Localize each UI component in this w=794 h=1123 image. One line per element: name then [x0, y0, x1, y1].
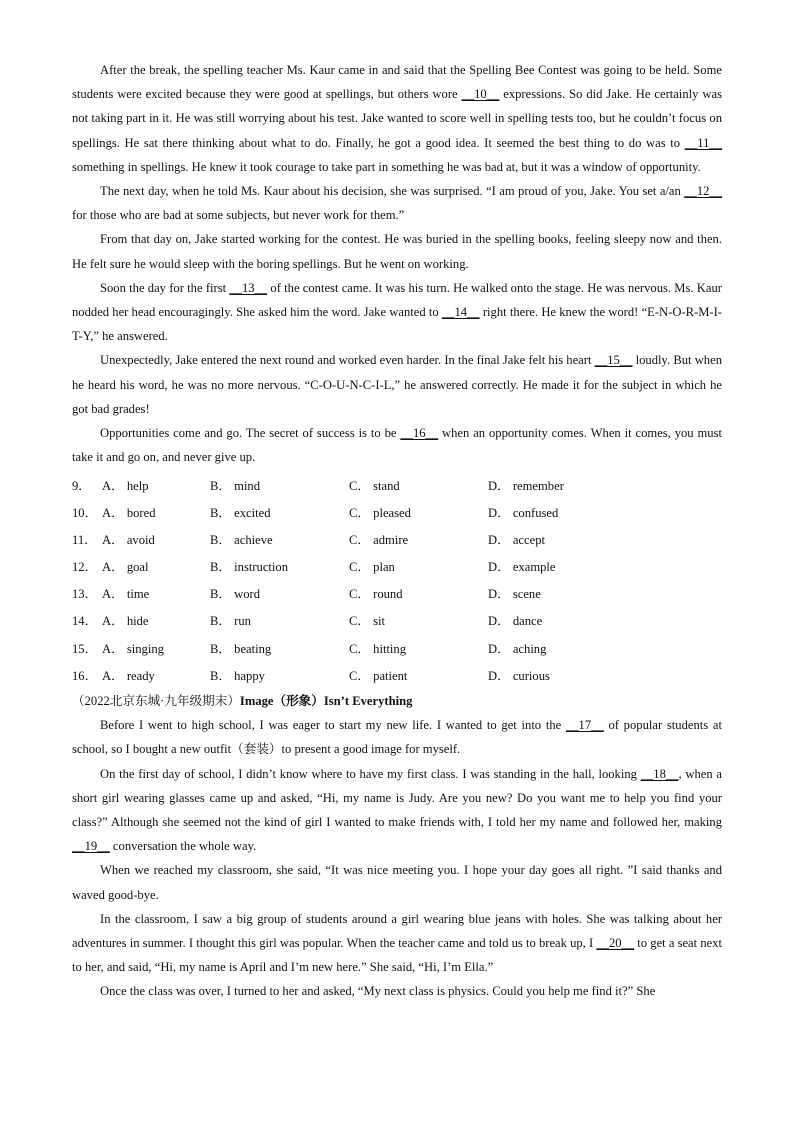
answer-blank: __18__ [640, 766, 679, 781]
paragraph-text: to get a seat next to her, and said, “Hi, my name is April and I’m new here.” She said, “Hi, I’m Ella.” [72, 935, 722, 975]
option-a: A． goal [102, 560, 149, 575]
answer-blank: __15__ [594, 353, 633, 368]
paragraph-text: of the contest came. It was his turn. He walked onto the stage. He was nervous. Ms. Kaur nodded her head encouragingly. She asked him the word. Jake wanted to [72, 280, 722, 320]
question-number: 16． [72, 668, 98, 683]
paragraph-text: Before I went to high school, I was eager to start my new life. I wanted to get into the [100, 718, 566, 733]
option-a: A． help [102, 478, 149, 493]
answer-blank: __16__ [400, 426, 439, 441]
paragraph-text: when an opportunity comes. When it comes, you must take it and go on, and never give up. [72, 426, 722, 465]
paragraph [72, 858, 722, 906]
paragraph-text: right there. He knew the word! “E-N-O-R-M-I-T-Y,” he answered. [72, 305, 722, 344]
source-label: （2022北京东城·九年级期末） [72, 693, 240, 708]
paragraph [72, 179, 722, 227]
option-b: B． happy [210, 668, 265, 683]
question-options-row [72, 525, 722, 552]
question-number: 11． [72, 532, 97, 547]
passage-two [72, 689, 722, 1004]
paragraph [72, 276, 722, 349]
question-number: 15． [72, 641, 98, 656]
option-d: D． accept [488, 532, 545, 547]
question-number: 13． [72, 587, 98, 602]
answer-blank: __20__ [596, 935, 635, 950]
paragraph-text: Opportunities come and go. The secret of success is to be [100, 426, 401, 441]
option-c: C． hitting [349, 641, 407, 656]
document-page [72, 58, 722, 1004]
option-a: A． ready [102, 668, 155, 683]
question-options-row [72, 634, 722, 661]
paragraph-text: for those who are bad at some subjects, but never work for them.” [72, 208, 405, 223]
passage-title: Image（形象）Isn’t Everything [239, 693, 413, 708]
paragraph-text: of popular students at school, so I bought a new outfit（套装）to present a good image for myself. [72, 718, 722, 757]
question-options-row [72, 552, 722, 579]
paragraph [72, 762, 722, 859]
question-options-row [72, 470, 722, 497]
option-a: A． singing [102, 641, 164, 656]
option-c: C． admire [349, 532, 409, 547]
option-c: C． round [349, 587, 403, 602]
paragraph-text: Once the class was over, I turned to her and asked, “My next class is physics. Could you help me find it?” She [100, 984, 656, 999]
option-d: D． confused [488, 505, 559, 520]
answer-blank: __14__ [441, 305, 480, 320]
option-d: D． remember [488, 478, 564, 493]
paragraph [72, 348, 722, 421]
paragraph-text: expressions. So did Jake. He certainly was not taking part in it. He was still worrying about his test. Jake wanted to score well in spelling tests too, but he couldn’t focus on spellings. He sat there thinking about what to do. Finally, he got a good idea. It seemed the best thing to do was to [72, 87, 722, 150]
paragraph-text: On the first day of school, I didn’t know where to have my first class. I was standing in the hall, looking [100, 766, 641, 781]
option-d: D． dance [488, 614, 543, 629]
option-c: C． sit [349, 614, 386, 629]
answer-blank: __11__ [684, 135, 722, 150]
question-options-row [72, 606, 722, 633]
paragraph-text: After the break, the spelling teacher Ms. Kaur came in and said that the Spelling Bee Contest was going to be held. Some students were excited because they were good at spellings, but others wore [72, 63, 722, 102]
option-b: B． beating [210, 641, 272, 656]
option-d: D． scene [488, 587, 541, 602]
paragraph-text: loudly. But when he heard his word, he was no more nervous. “C-O-U-N-C-I-L,” he answered correctly. He made it for the subject in which he got bad grades! [72, 353, 722, 416]
question-options-row [72, 498, 722, 525]
paragraph-text: , when a short girl wearing glasses came up and asked, “Hi, my name is Judy. Are you new? Do you want me to help you find your class?” Although she seemed not the kind of girl I wanted to make friends with, I told her my name and followed her, making [72, 766, 722, 829]
answer-blank: __10__ [461, 87, 500, 102]
option-c: C． plan [349, 560, 395, 575]
option-b: B． excited [210, 505, 271, 520]
question-options-row [72, 579, 722, 606]
option-b: B． run [210, 614, 251, 629]
option-a: A． bored [102, 505, 156, 520]
option-a: A． avoid [102, 532, 155, 547]
option-a: A． hide [102, 614, 149, 629]
paragraph [72, 713, 722, 761]
answer-blank: __19__ [72, 839, 110, 854]
option-c: C． stand [349, 478, 400, 493]
options-list [72, 470, 722, 688]
question-number: 10． [72, 505, 98, 520]
option-c: C． patient [349, 668, 408, 683]
paragraph-text: something in spellings. He knew it took courage to take part in something he was bad at, but it was a window of opportunity. [72, 159, 701, 174]
option-d: D． example [488, 560, 556, 575]
paragraph [72, 227, 722, 275]
paragraph-text: The next day, when he told Ms. Kaur about his decision, she was surprised. “I am proud of you, Jake. You set a/an [100, 184, 685, 199]
option-b: B． instruction [210, 560, 289, 575]
paragraph-text: In the classroom, I saw a big group of students around a girl wearing blue jeans with holes. She was talking about her adventures in summer. I thought this girl was popular. When the teacher came and told us to break up, I [72, 911, 722, 950]
option-b: B． achieve [210, 532, 273, 547]
option-c: C． pleased [349, 505, 411, 520]
answer-blank: __17__ [565, 718, 604, 733]
paragraph [72, 979, 722, 1003]
option-b: B． word [210, 587, 261, 602]
question-number: 12． [72, 560, 98, 575]
paragraph-text: Soon the day for the first [100, 280, 230, 295]
paragraph [72, 421, 722, 469]
option-d: D． curious [488, 668, 550, 683]
paragraph [72, 907, 722, 980]
passage-two-body [72, 713, 722, 1003]
paragraph-text: When we reached my classroom, she said, “It was nice meeting you. I hope your day goes all right. ”I said thanks and waved good-bye. [72, 863, 722, 902]
option-d: D． aching [488, 641, 547, 656]
paragraph-text: conversation the whole way. [109, 839, 257, 854]
option-a: A． time [102, 587, 150, 602]
answer-blank: __13__ [229, 280, 268, 295]
question-options-row [72, 661, 722, 688]
passage-two-heading [72, 689, 722, 713]
paragraph-text: From that day on, Jake started working for the contest. He was buried in the spelling books, feeling sleepy now and then. He felt sure he would sleep with the boring spellings. But he went on working. [72, 232, 722, 271]
passage-one [72, 58, 722, 469]
paragraph-text: Unexpectedly, Jake entered the next round and worked even harder. In the final Jake felt his heart [100, 353, 595, 368]
question-number: 9． [72, 478, 91, 493]
paragraph [72, 58, 722, 179]
option-b: B． mind [210, 478, 261, 493]
question-number: 14． [72, 614, 98, 629]
answer-blank: __12__ [684, 184, 722, 199]
